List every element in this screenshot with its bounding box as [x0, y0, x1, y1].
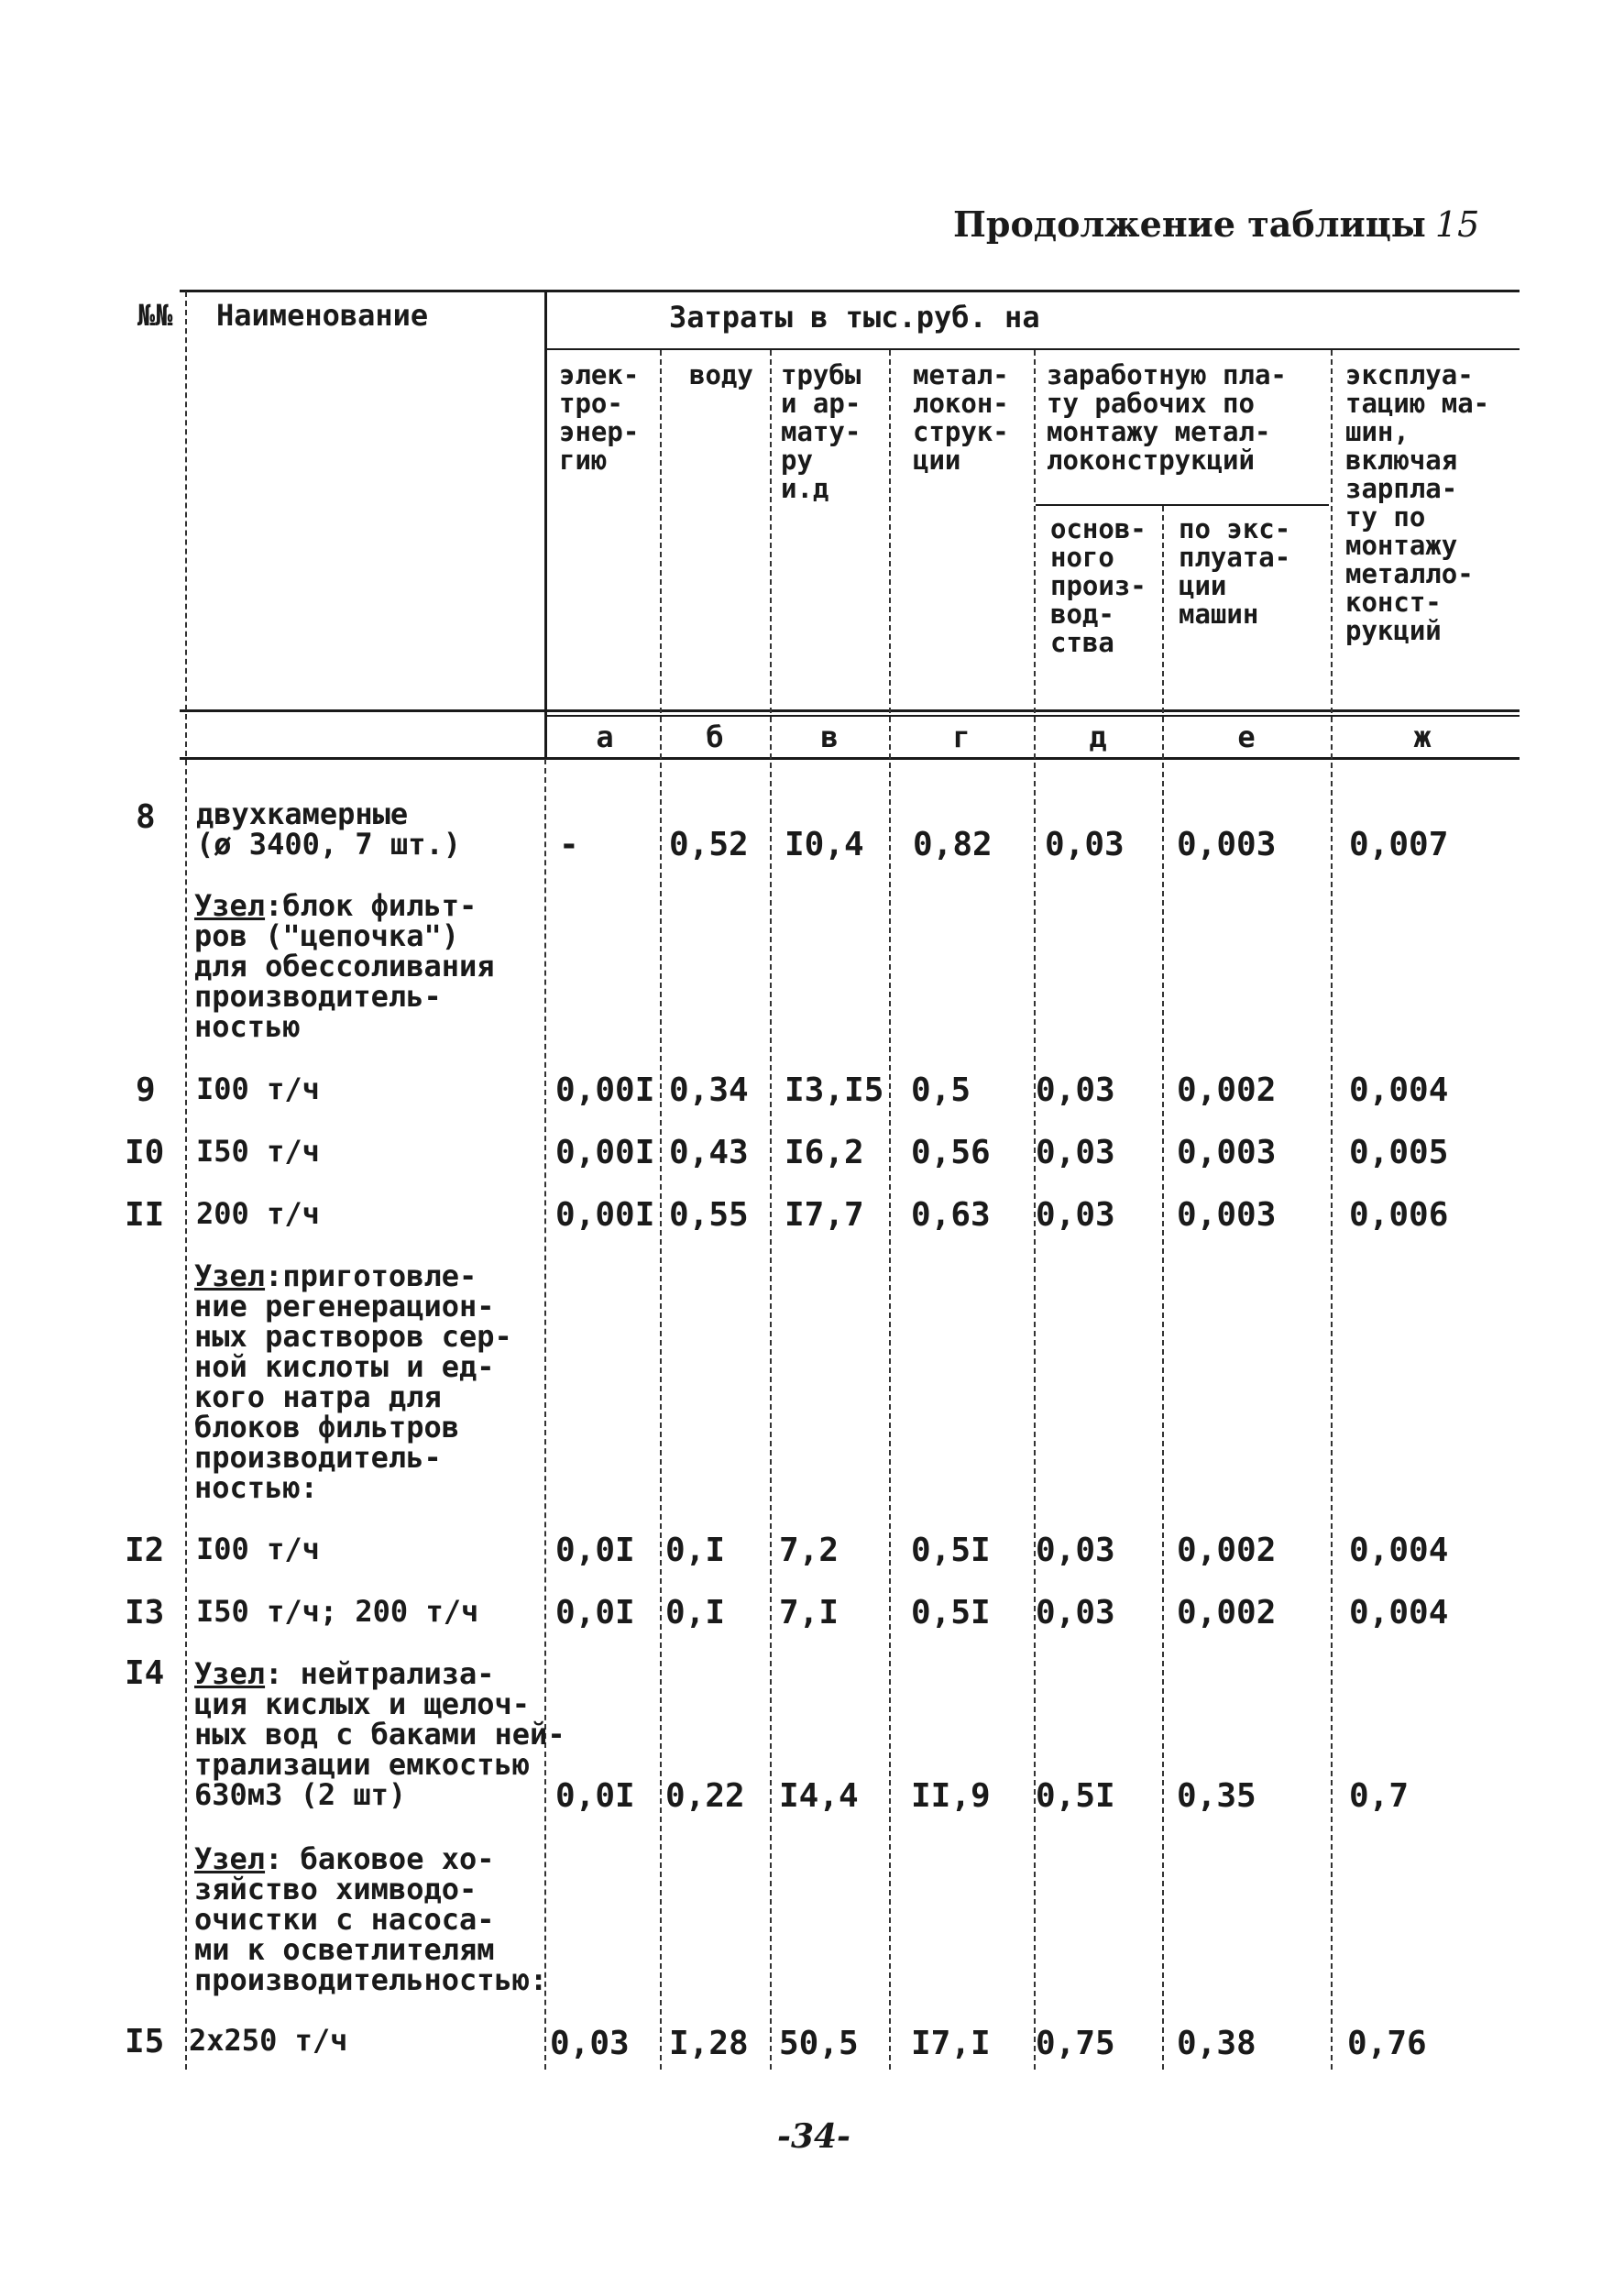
section-heading — [194, 1258, 512, 1505]
cell-e: 0,003 — [1177, 1196, 1277, 1234]
cell-g: 0,63 — [911, 1196, 991, 1234]
cell-v: I4,4 — [779, 1777, 859, 1815]
row-number: I4 — [125, 1654, 165, 1692]
cell-d: 0,75 — [1036, 2025, 1115, 2062]
caption-table-number: 15 — [1434, 204, 1480, 245]
section-text: :блок фильт- ров ("цепочка") для обессоливания производитель- ностью — [194, 888, 495, 1044]
section-heading — [194, 888, 495, 1044]
row-name: двухкамерные (ø 3400, 7 шт.) — [196, 796, 461, 862]
cell-v: I0,4 — [785, 826, 864, 863]
cell-b: 0,I — [665, 1594, 726, 1631]
header-col-g: метал- локон- струк- ции — [913, 359, 1009, 476]
cell-a: 0,00I — [555, 1071, 655, 1109]
cell-v: 50,5 — [779, 2025, 859, 2062]
wage-subheader-rule — [1036, 504, 1329, 506]
caption-text: Продолжение таблицы — [953, 203, 1426, 245]
cell-g: 0,82 — [913, 826, 993, 863]
cell-g: I7,I — [911, 2025, 991, 2062]
cell-zh: 0,004 — [1349, 1071, 1449, 1109]
row-number: I5 — [125, 2023, 165, 2060]
col-e-divider — [1331, 350, 1333, 2070]
cell-d: 0,03 — [1036, 1134, 1115, 1171]
cell-g: 0,5I — [911, 1594, 991, 1631]
row-name: I00 т/ч — [196, 1532, 320, 1566]
table-top-rule — [180, 290, 1520, 292]
cell-zh: 0,76 — [1347, 2025, 1427, 2062]
header-col-de: заработную пла- ту рабочих по монтажу метал- локонструкций — [1047, 359, 1287, 476]
row-number: I2 — [125, 1532, 165, 1569]
section-heading — [194, 1841, 548, 1997]
cell-v: I3,I5 — [785, 1071, 884, 1109]
cell-a: 0,00I — [555, 1134, 655, 1171]
row-number: II — [125, 1196, 165, 1234]
cell-v: I6,2 — [785, 1134, 864, 1171]
letter-d: д — [1089, 720, 1107, 754]
cell-b: 0,22 — [665, 1777, 745, 1815]
cell-d: 0,03 — [1045, 826, 1125, 863]
cell-b: 0,43 — [669, 1134, 749, 1171]
cell-g: 0,56 — [911, 1134, 991, 1171]
letter-g: г — [952, 720, 971, 754]
row-name: I50 т/ч — [196, 1134, 320, 1169]
page-number: -34- — [777, 2117, 850, 2156]
cell-a: 0,0I — [555, 1594, 635, 1631]
cell-e: 0,003 — [1177, 826, 1277, 863]
cell-zh: 0,007 — [1349, 826, 1449, 863]
cell-a: - — [559, 826, 579, 863]
cell-e: 0,003 — [1177, 1134, 1277, 1171]
row-name: 200 т/ч — [196, 1196, 320, 1231]
letter-zh: ж — [1413, 720, 1432, 754]
letter-v: в — [820, 720, 839, 754]
cell-d: 0,03 — [1036, 1532, 1115, 1569]
cell-zh: 0,004 — [1349, 1532, 1449, 1569]
cell-v: I7,7 — [785, 1196, 864, 1234]
letters-top-rule — [546, 715, 1520, 717]
num-column-divider — [185, 291, 187, 2070]
cell-b: 0,55 — [669, 1196, 749, 1234]
header-col-d: основ- ного произ- вод- ства — [1050, 513, 1147, 658]
header-col-v: трубы и ар- мату- ру и.д — [781, 359, 861, 504]
header-col-zh: эксплуа- тацию ма- шин, включая зарпла- ту по монтажу металло- конст- рукций — [1345, 359, 1490, 646]
row-name-text: : нейтрализа- ция кислых и щелоч- ных вод с баками ней- трализации емкостью 630м3 (2 шт) — [194, 1656, 565, 1812]
section-label: Узел — [194, 1841, 266, 1876]
row-number: 8 — [136, 798, 156, 836]
col-v-divider — [889, 350, 891, 2070]
header-num: №№ — [137, 298, 173, 333]
header-col-b: воду — [689, 359, 753, 390]
cell-e: 0,38 — [1177, 2025, 1256, 2062]
cell-e: 0,002 — [1177, 1071, 1277, 1109]
letter-b: б — [706, 720, 724, 754]
cell-d: 0,03 — [1036, 1196, 1115, 1234]
header-col-e: по экс- плуата- ции машин — [1179, 513, 1291, 630]
cell-d: 0,5I — [1036, 1777, 1115, 1815]
costs-rule — [546, 348, 1520, 350]
name-column-divider — [544, 291, 547, 759]
letters-bottom-rule — [180, 757, 1520, 760]
cell-zh: 0,005 — [1349, 1134, 1449, 1171]
section-text: : баковое хо- зяйство химводо- очистки с насоса- ми к осветлителям производительностью: — [194, 1841, 548, 1997]
cell-d: 0,03 — [1036, 1594, 1115, 1631]
cell-b: 0,I — [665, 1532, 726, 1569]
header-bottom-rule — [180, 709, 1520, 712]
cell-a: 0,0I — [555, 1777, 635, 1815]
cell-d: 0,03 — [1036, 1071, 1115, 1109]
cell-e: 0,002 — [1177, 1594, 1277, 1631]
cell-e: 0,002 — [1177, 1532, 1277, 1569]
row-name-label: Узел — [194, 1656, 266, 1691]
cell-v: 7,I — [779, 1594, 839, 1631]
cell-g: 0,5I — [911, 1532, 991, 1569]
header-col-a: элек- тро- энер- гию — [559, 359, 640, 476]
row-number: I3 — [125, 1594, 165, 1631]
cell-zh: 0,004 — [1349, 1594, 1449, 1631]
table-continuation-caption — [953, 203, 1479, 245]
section-text: :приготовле- ние регенерацион- ных растворов сер- ной кислоты и ед- кого натра для блоков фильтров производитель- ностью: — [194, 1258, 512, 1505]
section-label: Узел — [194, 888, 266, 923]
letter-a: а — [596, 720, 614, 754]
header-costs: Затраты в тыс.руб. на — [669, 300, 1040, 335]
row-name: I00 т/ч — [196, 1071, 320, 1106]
cell-b: I,28 — [669, 2025, 749, 2062]
col-a-divider — [660, 350, 662, 2070]
letter-e: е — [1237, 720, 1256, 754]
col-b-divider — [770, 350, 772, 2070]
cell-a: 0,00I — [555, 1196, 655, 1234]
header-name: Наименование — [216, 298, 429, 333]
cell-a: 0,03 — [550, 2025, 630, 2062]
cell-b: 0,34 — [669, 1071, 749, 1109]
cell-e: 0,35 — [1177, 1777, 1256, 1815]
cell-v: 7,2 — [779, 1532, 839, 1569]
cell-b: 0,52 — [669, 826, 749, 863]
row-number: 9 — [136, 1071, 156, 1109]
cell-g: II,9 — [911, 1777, 991, 1815]
cell-zh: 0,006 — [1349, 1196, 1449, 1234]
row-number: I0 — [125, 1134, 165, 1171]
cell-zh: 0,7 — [1349, 1777, 1410, 1815]
row-name: 2х250 т/ч — [189, 2023, 348, 2058]
cell-a: 0,0I — [555, 1532, 635, 1569]
section-label: Узел — [194, 1258, 266, 1293]
row-name — [194, 1656, 565, 1812]
cell-g: 0,5 — [911, 1071, 971, 1109]
row-name: I50 т/ч; 200 т/ч — [196, 1594, 479, 1629]
